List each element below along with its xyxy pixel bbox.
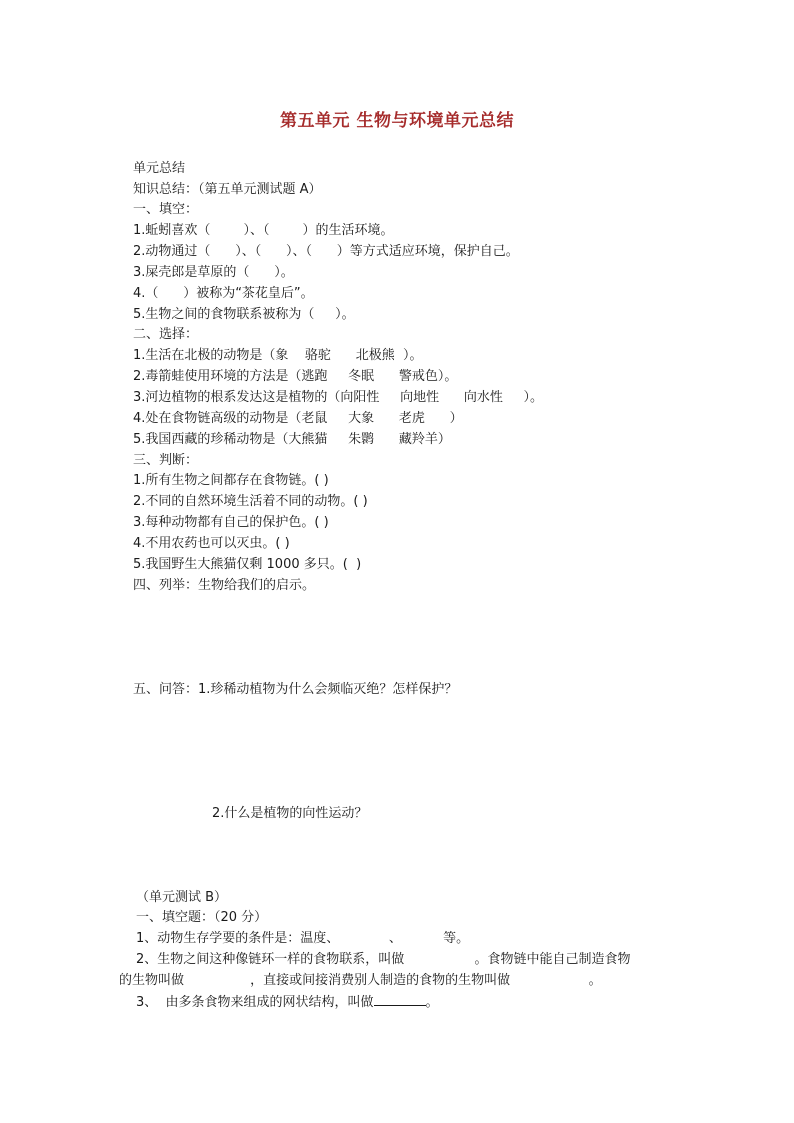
fill-item: 4.（ ）被称为“茶花皇后”。 xyxy=(133,286,314,301)
choice-item: 5.我国西藏的珍稀动物是（大熊猫 朱鹮 藏羚羊） xyxy=(133,432,451,447)
section-b-fill-heading: 一、填空题：（20 分） xyxy=(136,910,268,925)
qa-heading: 五、问答：1.珍稀动植物为什么会频临灭绝？怎样保护？ xyxy=(133,682,458,697)
fill-item: 1.蚯蚓喜欢（ ）、（ ）的生活环境。 xyxy=(133,223,394,238)
judge-item: 1.所有生物之间都存在食物链。( ) xyxy=(133,473,329,488)
choice-item: 4.处在食物链高级的动物是（老鼠 大象 老虎 ） xyxy=(133,411,463,426)
section-b-question-2-line2: 的生物叫做 ，直接或间接消费别人制造的食物的生物叫做 。 xyxy=(119,973,602,988)
judge-heading: 三、判断： xyxy=(133,453,199,468)
section-b-heading: （单元测试 B） xyxy=(136,890,228,905)
section-b-question-1: 1、动物生存学要的条件是：温度、 、 等。 xyxy=(136,931,470,946)
fill-item: 2.动物通过（ ）、（ ）、（ ）等方式适应环境，保护自己。 xyxy=(133,244,519,259)
judge-item: 5.我国野生大熊猫仅剩 1000 多只。( ) xyxy=(133,557,362,572)
choice-item: 1.生活在北极的动物是（象 骆驼 北极熊 ）。 xyxy=(133,348,423,363)
choice-heading: 二、选择： xyxy=(133,327,199,342)
choice-item: 3.河边植物的根系发达这是植物的（向阳性 向地性 向水性 ）。 xyxy=(133,390,544,405)
page-title: 第五单元 生物与环境单元总结 xyxy=(280,111,514,131)
judge-item: 4.不用农药也可以灭虫。( ) xyxy=(133,536,290,551)
section-b-question-3 xyxy=(136,993,439,1012)
qa-question-2: 2.什么是植物的向性运动？ xyxy=(212,806,368,821)
section-b-question-3-end: 。 xyxy=(425,995,439,1010)
knowledge-summary: 知识总结：（第五单元测试题 A） xyxy=(133,182,322,197)
section-b-question-2-line1: 2、生物之间这种像链环一样的食物联系，叫做 。食物链中能自己制造食物 xyxy=(136,952,631,967)
section-b-question-3-text: 3、 由多条食物来组成的网状结构，叫做 xyxy=(136,995,374,1010)
fill-heading: 一、填空： xyxy=(133,202,199,217)
section-heading: 单元总结 xyxy=(133,161,186,176)
judge-item: 2.不同的自然环境生活着不同的动物。( ) xyxy=(133,494,368,509)
answer-blank xyxy=(374,993,426,1006)
fill-item: 5.生物之间的食物联系被称为（ ）。 xyxy=(133,307,355,322)
list-heading: 四、列举：生物给我们的启示。 xyxy=(133,578,316,593)
fill-item: 3.屎壳郎是草原的（ ）。 xyxy=(133,265,294,280)
choice-item: 2.毒箭蛙使用环境的方法是（逃跑 冬眠 警戒色）。 xyxy=(133,369,458,384)
judge-item: 3.每种动物都有自己的保护色。( ) xyxy=(133,515,329,530)
